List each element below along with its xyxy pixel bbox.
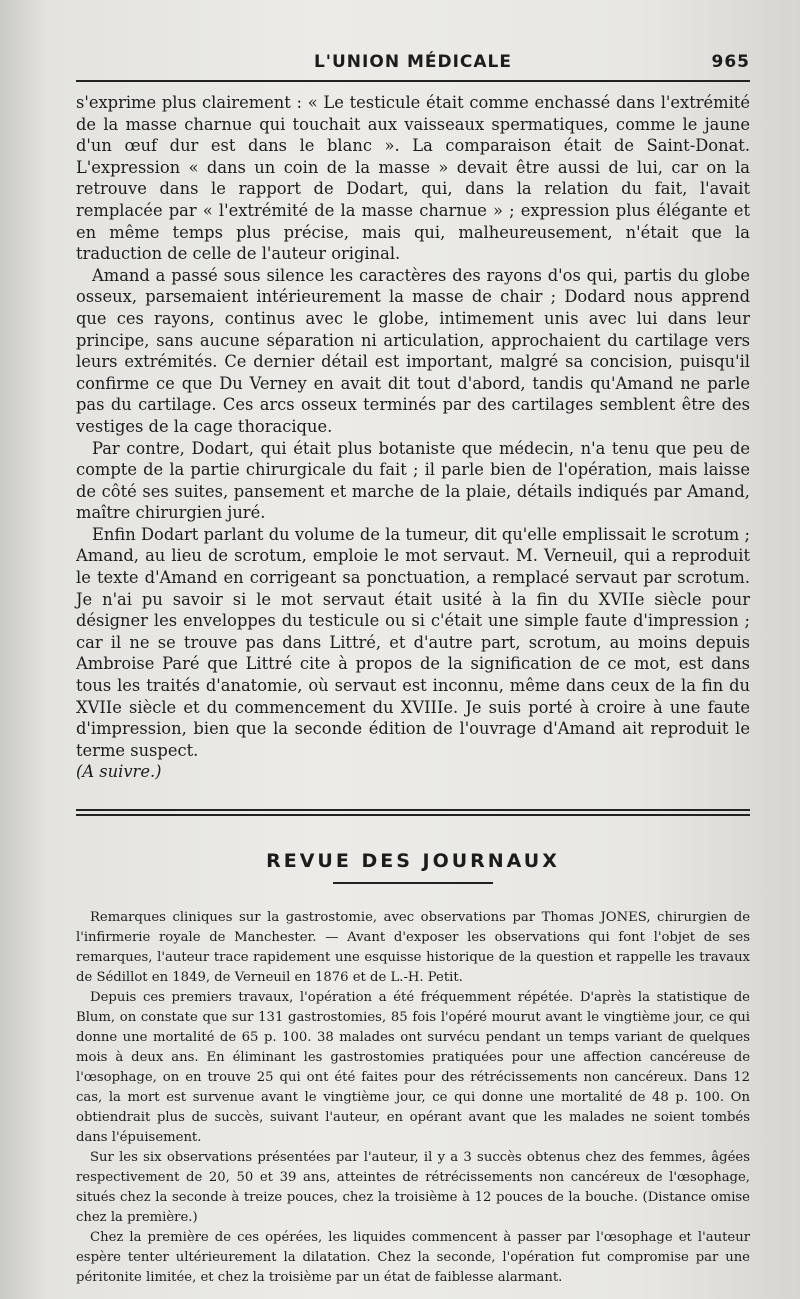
- header-rule: [76, 80, 750, 82]
- article-body: [76, 92, 750, 783]
- section-divider: [76, 809, 750, 816]
- continued-note: (A suivre.): [76, 762, 162, 782]
- journal-title: L'UNION MÉDICALE: [313, 52, 513, 72]
- review-paragraph: Depuis ces premiers travaux, l'opération a été fréquemment répétée. D'après la statistique de Blum, on constate que sur 131 gastrostomies, 85 fois l'opéré mourut avant le vingtième jour, ce qui donne une mortalité de 65 p. 100. 38 malades ont survécu pendant un temps variant de quelques mois à deux ans. En éliminant les gastrostomies pratiquées pour une affection cancéreuse de l'œsophage, on en trouve 25 qui ont été faites pour des rétrécissements non cancéreux. Dans 12 cas, la mort est survenue avant le vingtième jour, ce qui donne une mortalité de 48 p. 100. On obtiendrait plus de succès, suivant l'auteur, en opérant avant que les malades ne soient tombés dans l'épuisement.: [76, 990, 750, 1145]
- review-paragraph: Remarques cliniques sur la gastrostomie, avec observations par Thomas JONES, chirurgien de l'infirmerie royale de Manchester. — Avant d'exposer les observations qui font l'objet de ses remarques, l'auteur trace rapidement une esquisse historique de la question et rappelle les travaux de Sédillot en 1849, de Verneuil en 1876 et de L.-H. Petit.: [76, 910, 750, 985]
- section-title: REVUE DES JOURNAUX: [266, 850, 560, 872]
- divider-line-bottom: [76, 814, 750, 816]
- section-title-rule: [333, 882, 493, 884]
- divider-line-top: [76, 809, 750, 811]
- review-paragraph: Sur les six observations présentées par l'auteur, il y a 3 succès obtenus chez des femmes, âgées respectivement de 20, 50 et 39 ans, atteintes de rétrécissements non cancéreux de l'œsophage, situés chez la seconde à treize pouces, chez la troisième à 12 pouces de la bouche. (Distance omise chez la première.): [76, 1150, 750, 1225]
- article-paragraph: Par contre, Dodart, qui était plus botaniste que médecin, n'a tenu que peu de compte de la partie chirurgicale du fait ; il parle bien de l'opération, mais laisse de côté ses suites, pansement et marche de la plaie, détails indiqués par Amand, maître chirurgien juré.: [76, 438, 750, 523]
- article-paragraph: Amand a passé sous silence les caractères des rayons d'os qui, partis du globe osseux, parsemaient intérieurement la masse de chair ; Dodard nous apprend que ces rayons, continus avec le globe, intimement unis avec lui dans leur principe, sans aucune séparation ni articulation, approchaient du cartilage vers leurs extrémités. Ce dernier détail est important, malgré sa concision, puisqu'il confirme ce que Du Verney en avait dit tout d'abord, tandis qu'Amand ne parle pas du cartilage. Ces arcs osseux terminés par des cartilages semblent être des vestiges de la cage thoracique.: [76, 265, 750, 436]
- article-paragraph: Enfin Dodart parlant du volume de la tumeur, dit qu'elle emplissait le scrotum ; Amand, au lieu de scrotum, emploie le mot servaut. M. Verneuil, qui a reproduit le texte d'Amand en corrigeant sa ponctuation, a remplacé servaut par scrotum. Je n'ai pu savoir si le mot servaut était usité à la fin du XVIIe siècle pour désigner les enveloppes du testicule ou si c'était une simple faute d'impression ; car il ne se trouve pas dans Littré, et d'autre part, scrotum, au moins depuis Ambroise Paré que Littré cite à propos de la signification de ce mot, est dans tous les traités d'anatomie, où servaut est inconnu, même dans ceux de la fin du XVIIe siècle et du commencement du XVIIIe. Je suis porté à croire à une faute d'impression, bien que la seconde édition de l'ouvrage d'Amand ait reproduit le terme suspect.: [76, 524, 750, 760]
- review-body: [76, 908, 750, 1288]
- page-number: 965: [711, 52, 750, 72]
- article-paragraph: s'exprime plus clairement : « Le testicule était comme enchassé dans l'extrémité de la masse charnue qui touchait aux vaisseaux spermatiques, comme le jaune d'un œuf dur est dans le blanc ». La comparaison était de Saint-Donat. L'expression « dans un coin de la masse » devait être aussi de lui, car on la retrouve dans le rapport de Dodart, qui, dans la relation du fait, l'avait remplacée par « l'extrémité de la masse charnue » ; expression plus élégante et en même temps plus précise, mais qui, malheureusement, n'était que la traduction de celle de l'auteur original.: [76, 93, 750, 264]
- review-paragraph: Chez la première de ces opérées, les liquides commencent à passer par l'œsophage et l'auteur espère tenter ultérieurement la dilatation. Chez la seconde, l'opération fut compromise par une péritonite limitée, et chez la troisième par un état de faiblesse alarmant.: [76, 1230, 750, 1285]
- running-head: [76, 48, 750, 76]
